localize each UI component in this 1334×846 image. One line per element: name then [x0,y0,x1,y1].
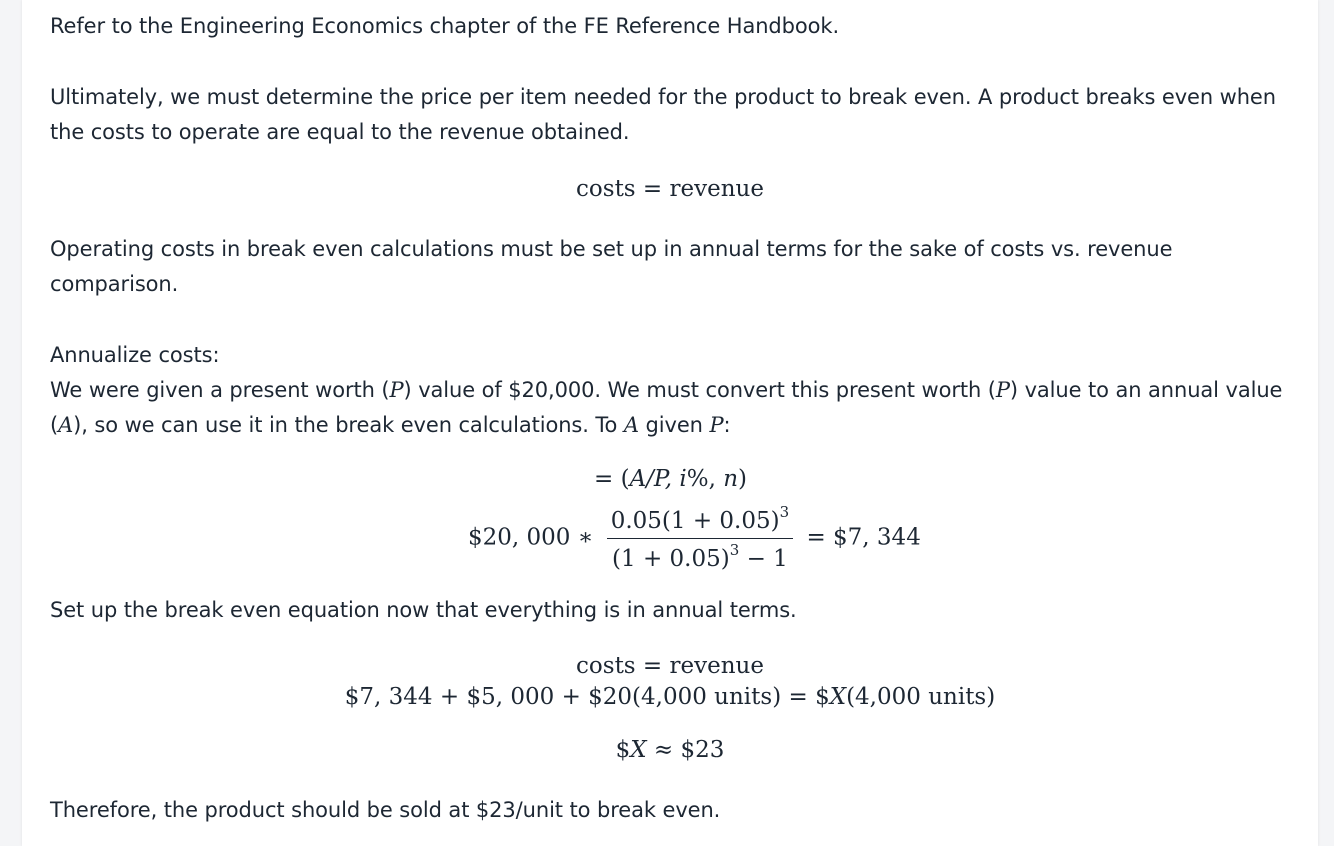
present-worth-value: $20, 000 ∗ [468,524,594,551]
text-fragment: given [638,413,710,437]
variable-X: X [630,737,647,763]
variable-P: P [709,413,724,437]
text-fragment: ) [738,466,748,492]
text-fragment: ), so we can use it in the break even calculations. To [73,413,624,437]
text-fragment: − 1 [739,546,788,572]
fraction-denominator [607,539,793,572]
text-fragment: $ [615,737,631,763]
equation-ap-factor [594,466,747,492]
equation-costs-revenue-2: costs = revenue [576,653,764,679]
conclusion-text: Therefore, the product should be sold at $23/unit to break even. [50,798,721,822]
text-fragment: : [723,413,731,437]
variable-X: X [829,684,847,710]
handbook-reference-text: Refer to the Engineering Economics chapter of the FE Reference Handbook. [50,14,840,38]
equation-costs-revenue: costs = revenue [576,176,764,202]
equation-solution [22,737,1318,763]
text-fragment: %, [686,466,724,492]
variable-n: n [723,466,739,492]
solution-page [22,0,1318,846]
text-fragment: ≈ $23 [646,737,725,763]
setup-equation-text: Set up the break even equation now that everything is in annual terms. [50,598,797,622]
text-fragment: ) value to an annual value ( [50,378,1283,437]
variable-P: P [389,378,404,402]
text-fragment: ) value of $20,000. We must convert this present worth ( [403,378,996,402]
equation-annual-value [468,503,921,572]
annual-value-result: = $7, 344 [806,524,921,551]
present-worth-text [50,373,1300,443]
variable-A: A [58,413,74,437]
fraction-numerator [607,503,793,539]
ap-fraction [607,503,793,572]
annualize-heading: Annualize costs: [50,343,220,367]
equation-break-even [22,684,1318,710]
variable-A: A [623,413,639,437]
text-fragment: (4,000 units) [846,684,996,710]
text-fragment: 0.05(1 + 0.05) [610,508,780,534]
text-fragment: = ( [594,466,630,492]
text-fragment: (1 + 0.05) [612,546,730,572]
exponent: 3 [729,541,740,559]
text-fragment: We were given a present worth ( [50,378,390,402]
exponent: 3 [779,503,790,521]
ap-symbol: A/P, i [629,466,687,492]
text-fragment: $7, 344 + $5, 000 + $20(4,000 units) = $ [344,684,830,710]
annual-terms-text: Operating costs in break even calculations must be set up in annual terms for the sake of costs vs. revenue comparison. [50,237,1173,296]
break-even-intro-text: Ultimately, we must determine the price per item needed for the product to break even. A product breaks even when the costs to operate are equal to the revenue obtained. [50,85,1276,144]
variable-P: P [995,378,1010,402]
